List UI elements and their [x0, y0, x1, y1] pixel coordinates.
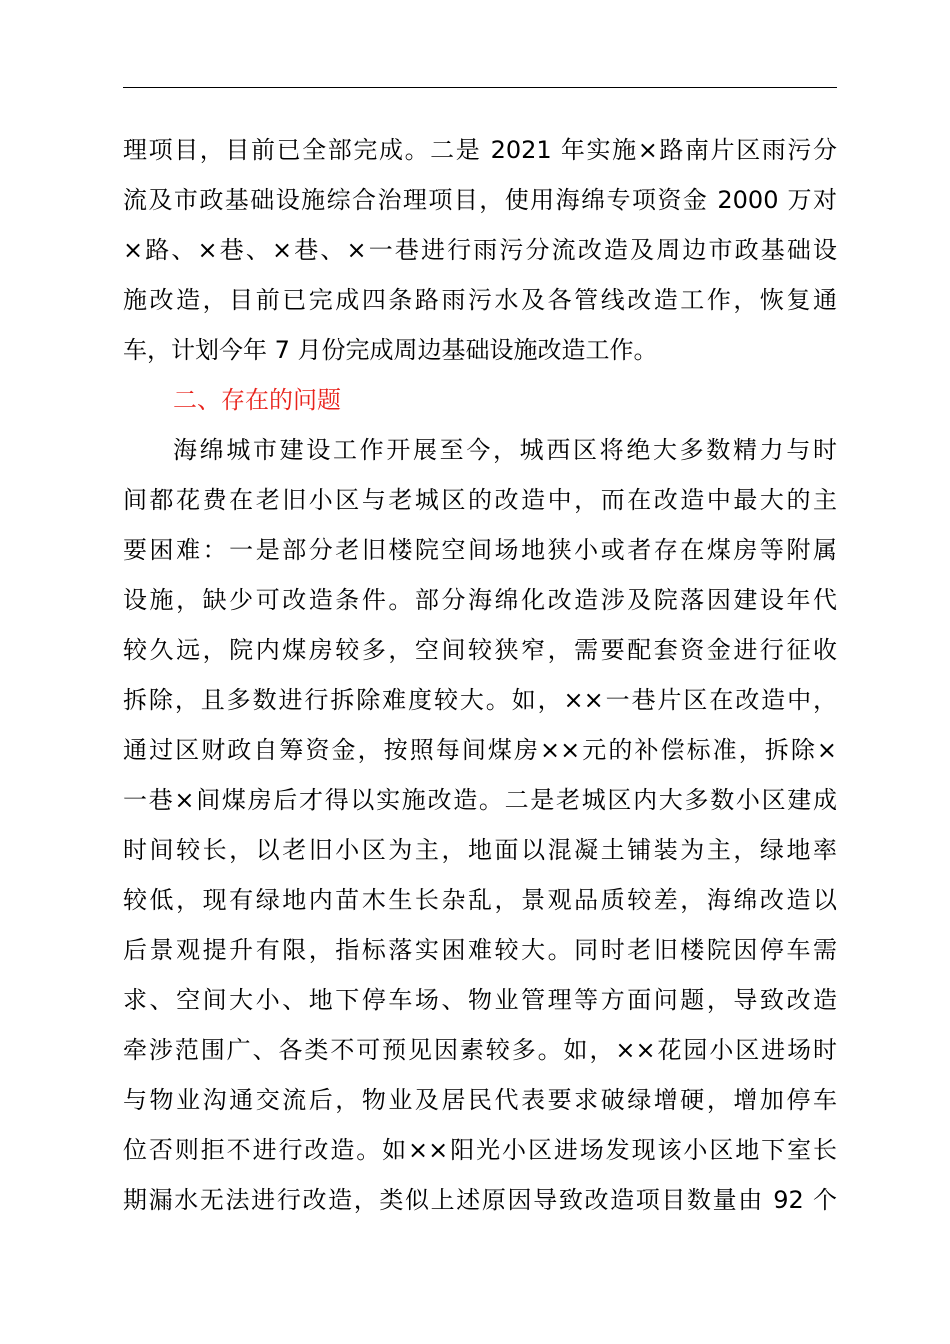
text-line: 求、空间大小、地下停车场、物业管理等方面问题，导致改造	[123, 986, 837, 1014]
text-line: 施改造，目前已完成四条路雨污水及各管线改造工作，恢复通	[123, 286, 837, 314]
text-line: 设施，缺少可改造条件。部分海绵化改造涉及院落因建设年代	[123, 586, 837, 614]
section-heading: 二、存在的问题	[173, 386, 341, 414]
paragraph-1	[123, 125, 837, 375]
text-line: 拆除，且多数进行拆除难度较大。如，××一巷片区在改造中，	[123, 686, 837, 714]
text-line: ×路、×巷、×巷、×一巷进行雨污分流改造及周边市政基础设	[123, 236, 837, 264]
text-line: 通过区财政自筹资金，按照每间煤房××元的补偿标准，拆除×	[123, 736, 837, 764]
text-line: 一巷×间煤房后才得以实施改造。二是老城区内大多数小区建成	[123, 786, 837, 814]
text-line: 较低，现有绿地内苗木生长杂乱，景观品质较差，海绵改造以	[123, 886, 837, 914]
text-line: 间都花费在老旧小区与老城区的改造中，而在改造中最大的主	[123, 486, 837, 514]
header-rule	[123, 87, 837, 88]
text-line: 与物业沟通交流后，物业及居民代表要求破绿增硬，增加停车	[123, 1086, 837, 1114]
text-line: 较久远，院内煤房较多，空间较狭窄，需要配套资金进行征收	[123, 636, 837, 664]
text-line: 海绵城市建设工作开展至今，城西区将绝大多数精力与时	[173, 436, 837, 464]
text-line: 后景观提升有限，指标落实困难较大。同时老旧楼院因停车需	[123, 936, 837, 964]
text-line: 期漏水无法进行改造，类似上述原因导致改造项目数量由 92 个	[123, 1186, 837, 1214]
text-line: 车，计划今年 7 月份完成周边基础设施改造工作。	[123, 336, 658, 364]
text-line: 理项目，目前已全部完成。二是 2021 年实施×路南片区雨污分	[123, 136, 837, 164]
text-line: 牵涉范围广、各类不可预见因素较多。如，××花园小区进场时	[123, 1036, 837, 1064]
text-line: 位否则拒不进行改造。如××阳光小区进场发现该小区地下室长	[123, 1136, 837, 1164]
text-line: 要困难：一是部分老旧楼院空间场地狭小或者存在煤房等附属	[123, 536, 837, 564]
text-line: 流及市政基础设施综合治理项目，使用海绵专项资金 2000 万对	[123, 186, 837, 214]
text-line: 时间较长，以老旧小区为主，地面以混凝土铺装为主，绿地率	[123, 836, 837, 864]
paragraph-2	[123, 425, 837, 1225]
document-body	[123, 125, 837, 1225]
